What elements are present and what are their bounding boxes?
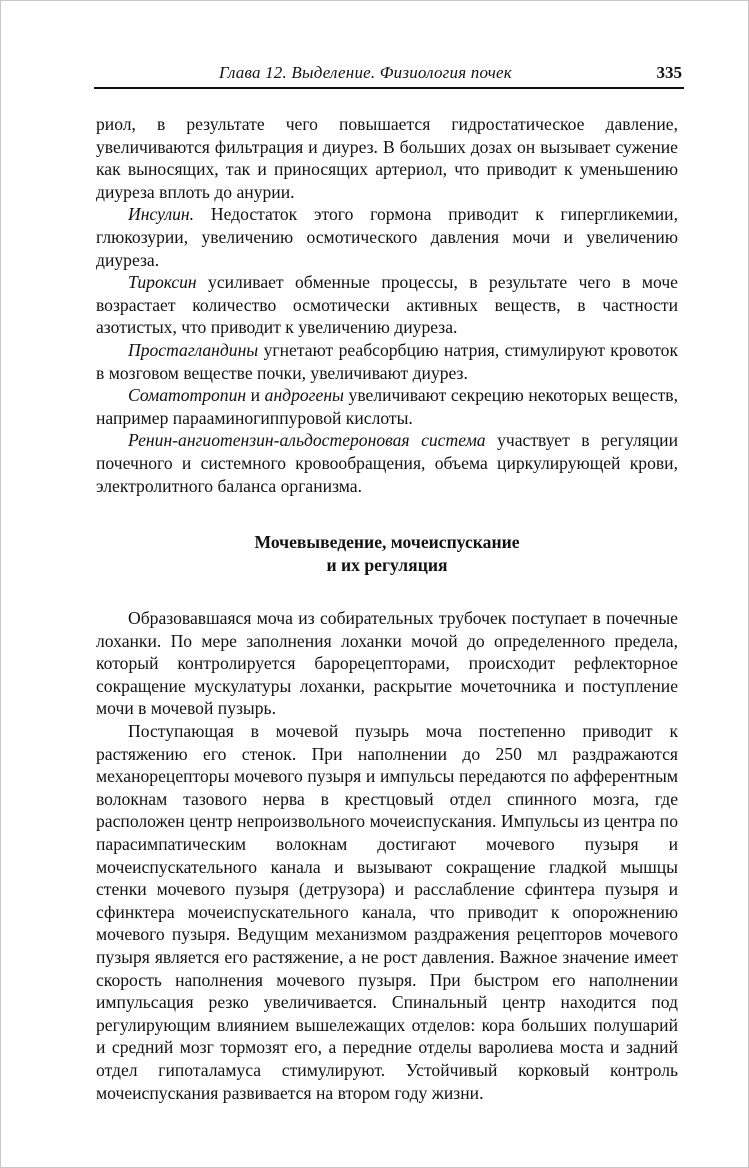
section-heading-line-2: и их регуляция <box>326 555 448 576</box>
term-prostaglandins: Простагландины <box>128 339 259 360</box>
term-thyroxine: Тироксин <box>128 272 197 293</box>
paragraph-thyroxine-text: усиливает обменные процессы, в результате чего в моче возрастает количество осмотически активных веществ, в частности азотистых, что приводит к увеличению диуреза. <box>96 272 678 338</box>
paragraph-urine-flow: Образовавшаяся моча из собирательных трубочек поступает в почечные лоханки. По мере заполнения лоханки мочой до определенного предела, который контролируется барорецепторами, происходит рефлекторное сокращение мускулатуры лоханки, раскрытие мочеточника и поступление мочи в мочевой пузырь. <box>96 608 678 719</box>
paragraph-raas-text: участвует в регуляции почечного и системного кровообращения, объема циркулирующей крови, электролитного баланса организма. <box>96 430 679 496</box>
paragraph-continuation: риол, в результате чего повышается гидростатическое давление, увеличиваются фильтрация и диурез. В больших дозах он вызывает сужение как выносящих, так и приносящих артериол, что приводит к уменьшению диуреза вплоть до анурии. <box>96 114 678 202</box>
page-number: 335 <box>656 63 682 82</box>
paragraph-prostaglandins-text: угнетают реабсорбцию натрия, стимулируют кровоток в мозговом веществе почки, увеличивают диурез. <box>96 339 678 383</box>
section-heading-line-1: Мочевыведение, мочеиспускание <box>254 532 520 553</box>
paragraph-insulin-text: Недостаток этого гормона приводит к гипергликемии, глюкозурии, увеличению осмотического давления мочи и увеличению диуреза. <box>96 204 678 270</box>
paragraph-micturition-reflex: Поступающая в мочевой пузырь моча постепенно приводит к растяжению его стенок. При наполнении до 250 мл раздражаются механорецепторы мочевого пузыря и импульсы передаются по афферентным волокнам тазового нерва в крестцовый отдел спинного мозга, где расположен центр непроизвольного мочеиспускания. Импульсы из центра по парасимпатическим волокнам достигают мочевого пузыря и мочеиспускательного канала и вызывают сокращение гладкой мышцы стенки мочевого пузыря (детрузора) и расслабление сфинтера пузыря и сфинктера мочеиспускательного канала, что приводит к опорожнению мочевого пузыря. Ведущим механизмом раздражения рецепторов мочевого пузыря является его растяжение, а не рост давления. Важное значение имеет скорость наполнения мочевого пузыря. При быстром его наполнении импульсация резко увеличивается. Спинальный центр находится под регулирующим влиянием вышележащих отделов: кора больших полушарий и средний мозг тормозят его, а передние отделы варолиева моста и задний отдел гипоталамуса стимулируют. Устойчивый корковый контроль мочеиспускания развивается на втором году жизни. <box>96 721 678 1103</box>
paragraph-thyroxine <box>96 271 678 339</box>
term-insulin: Инсулин. <box>128 204 195 225</box>
paragraph-raas <box>96 429 678 497</box>
chapter-title: Глава 12. Выделение. Физиология почек <box>219 63 512 82</box>
term-raas: Ренин-ангиотензин-альдостероновая система <box>128 430 486 451</box>
paragraph-somatotropin-text: увеличивают секрецию некоторых веществ, например парааминогиппуровой кислоты. <box>96 385 678 428</box>
page-body <box>96 113 678 1104</box>
term-somatotropin: Соматотропин <box>128 385 247 406</box>
section-heading <box>96 531 678 577</box>
paragraph-somatotropin <box>96 384 678 429</box>
paragraph-insulin <box>96 203 678 271</box>
paragraph-prostaglandins <box>96 339 678 384</box>
conjunction-and: и <box>246 385 265 406</box>
term-androgens: андрогены <box>264 385 344 406</box>
running-head <box>94 63 684 89</box>
